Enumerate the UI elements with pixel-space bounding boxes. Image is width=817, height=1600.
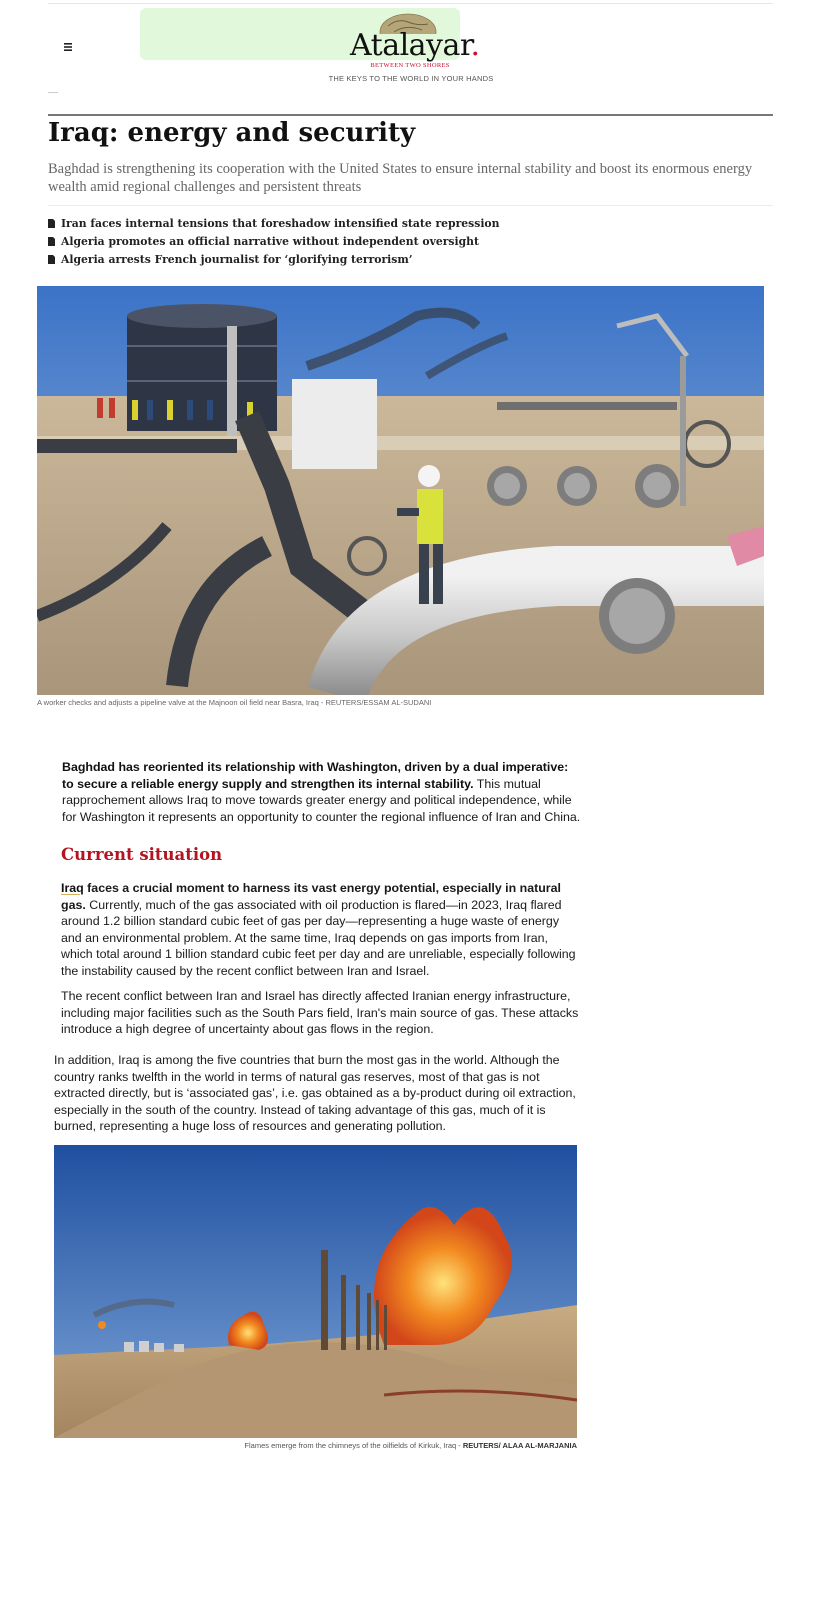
article-image [54,1145,577,1438]
site-logo[interactable] [350,12,480,70]
article-subtitle: Baghdad is strengthening its cooperation with the United States to ensure internal stability and boost its enormous energy wealth amid regional challenges and persistent threats [48,161,753,195]
related-articles [48,214,648,268]
related-article-link[interactable]: Algeria arrests French journalist for ‘glorifying terrorism’ [48,250,648,268]
top-divider [48,3,773,4]
related-article-link[interactable]: Iran faces internal tensions that foreshadow intensified state repression [48,214,648,232]
article-title: Iraq: energy and security [48,118,416,148]
lead-paragraph: Baghdad has reoriented its relationship with Washington, driven by a dual imperative: to secure a reliable energy supply and strengthen its internal stability. This mutual rapprochement allows Iraq to move towards greater energy and political independence, while for Washington it represents an opportunity to counter the regional influence of Iran and China. [62,760,581,824]
related-article-link[interactable]: Algeria promotes an official narrative without independent oversight [48,232,648,250]
hamburger-menu-icon[interactable] [61,40,79,58]
body-paragraph: The recent conflict between Iran and Israel has directly affected Iranian energy infrastructure, including major facilities such as the South Pars field, Iran's main source of gas. These attacks introduce a high degree of uncertainty about gas flows in the region. [61,989,579,1036]
logo-wordmark: Atalayar. [350,28,480,63]
hero-image [37,286,764,695]
document-icon [48,255,55,264]
logo-subtitle: BETWEEN TWO SHORES [370,62,450,69]
body-paragraph: In addition, Iraq is among the five countries that burn the most gas in the world. Although the country ranks twelfth in the world in terms of natural gas reserves, most of that gas is not extracted directly, but is ‘associated gas’, i.e. gas obtained as a by-product during oil extraction, especially in the south of the country. Instead of taking advantage of this gas, much of it is burned, representing a huge loss of resources and generating pollution. [54,1053,576,1133]
body-paragraph: Iraq faces a crucial moment to harness its vast energy potential, especially in natural gas. Currently, much of the gas associated with oil production is flared—in 2023, Iraq flared around 1.2 billion standard cubic feet of gas per day—representing a huge waste of energy and an environmental problem. At the same time, Iraq depends on gas imports from Iran, which total around 1 billion standard cubic feet per day and are unreliable, especially following the instability caused by the recent conflict between Iran and Israel. [61,881,576,978]
divider [48,205,773,206]
section-heading: Current situation [61,845,223,864]
iraq-tag-link[interactable]: Iraq [61,881,84,895]
hero-caption: A worker checks and adjusts a pipeline valve at the Majnoon oil field near Basra, Iraq - REUTERS/ESSAM AL-SUDANI [37,698,432,707]
document-icon [48,219,55,228]
article-image-caption: Flames emerge from the chimneys of the oilfields of Kirkuk, Iraq - REUTERS/ ALAA AL-MARJANIA [244,1441,577,1450]
document-icon [48,237,55,246]
site-tagline: THE KEYS TO THE WORLD IN YOUR HANDS [328,74,494,83]
divider [48,92,58,93]
